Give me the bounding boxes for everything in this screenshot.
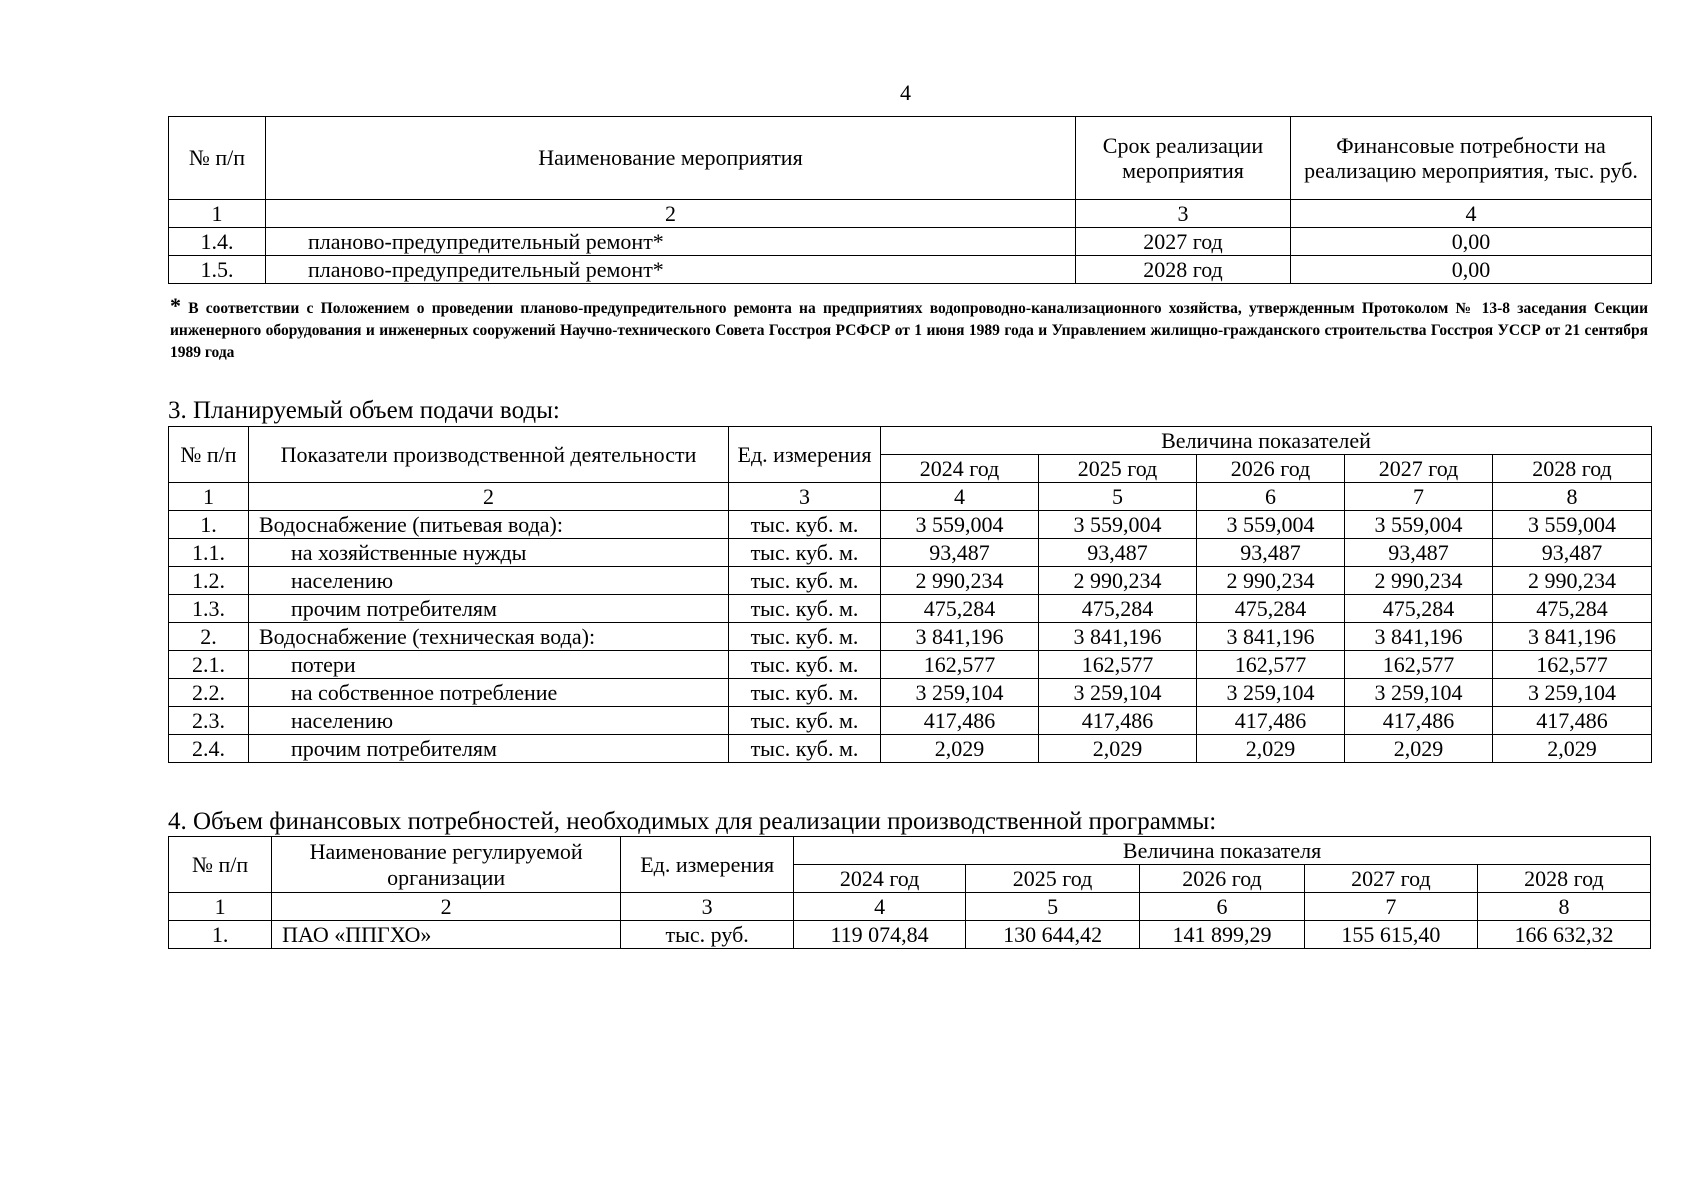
header-year: 2028 год — [1493, 455, 1652, 483]
header-year: 2026 год — [1197, 455, 1345, 483]
row-value: 119 074,84 — [794, 921, 966, 949]
table-row — [169, 735, 1652, 763]
row-unit: тыс. куб. м. — [729, 567, 881, 595]
header-year: 2027 год — [1304, 865, 1477, 893]
footnote-star: * — [170, 293, 181, 318]
row-value: 475,284 — [1197, 595, 1345, 623]
row-value: 162,577 — [1493, 651, 1652, 679]
row-value: 3 259,104 — [1345, 679, 1493, 707]
row-name: Водоснабжение (питьевая вода): — [249, 511, 729, 539]
row-value: 3 559,004 — [1345, 511, 1493, 539]
row-value: 141 899,29 — [1140, 921, 1305, 949]
table-index-row — [169, 483, 1652, 511]
header-year: 2028 год — [1477, 865, 1650, 893]
row-term: 2027 год — [1076, 228, 1291, 256]
row-value: 3 259,104 — [1197, 679, 1345, 707]
row-name: на хозяйственные нужды — [249, 539, 729, 567]
table-header-row — [169, 427, 1652, 455]
row-num: 1. — [169, 511, 249, 539]
row-value: 2,029 — [1345, 735, 1493, 763]
index-cell: 8 — [1477, 893, 1650, 921]
index-cell: 7 — [1304, 893, 1477, 921]
table-row — [169, 921, 1651, 949]
page-number: 4 — [900, 80, 911, 105]
row-value: 93,487 — [1039, 539, 1197, 567]
row-num: 1.2. — [169, 567, 249, 595]
index-cell: 7 — [1345, 483, 1493, 511]
row-value: 3 841,196 — [1039, 623, 1197, 651]
row-value: 3 259,104 — [881, 679, 1039, 707]
row-name: прочим потребителям — [249, 595, 729, 623]
row-value: 3 559,004 — [881, 511, 1039, 539]
row-value: 2 990,234 — [1039, 567, 1197, 595]
activities-table — [168, 116, 1652, 284]
row-value: 3 259,104 — [1493, 679, 1652, 707]
row-name: прочим потребителям — [249, 735, 729, 763]
header-num: № п/п — [169, 117, 266, 200]
index-cell: 2 — [249, 483, 729, 511]
row-value: 3 841,196 — [881, 623, 1039, 651]
section-3-title: 3. Планируемый объем подачи воды: — [168, 397, 560, 424]
index-cell: 4 — [881, 483, 1039, 511]
header-values-group: Величина показателей — [881, 427, 1652, 455]
header-year: 2024 год — [794, 865, 966, 893]
header-year: 2027 год — [1345, 455, 1493, 483]
row-value: 2 990,234 — [1493, 567, 1652, 595]
row-value: 162,577 — [1039, 651, 1197, 679]
row-value: 2 990,234 — [881, 567, 1039, 595]
footnote — [170, 295, 1648, 364]
row-num: 2. — [169, 623, 249, 651]
header-values-group: Величина показателя — [794, 837, 1651, 865]
row-value: 93,487 — [881, 539, 1039, 567]
financial-needs-rows — [169, 921, 1651, 949]
row-unit: тыс. куб. м. — [729, 651, 881, 679]
row-value: 93,487 — [1197, 539, 1345, 567]
row-value: 475,284 — [1345, 595, 1493, 623]
index-cell: 1 — [169, 483, 249, 511]
header-indicator: Показатели производственной деятельности — [249, 427, 729, 483]
header-org: Наименование регулируемой организации — [272, 837, 621, 893]
header-financial-needs: Финансовые потребности на реализацию мероприятия, тыс. руб. — [1291, 117, 1652, 200]
table-row — [169, 228, 1652, 256]
header-year: 2024 год — [881, 455, 1039, 483]
row-value: 3 559,004 — [1197, 511, 1345, 539]
index-cell: 3 — [621, 893, 794, 921]
row-num: 1.4. — [169, 228, 266, 256]
footnote-text: В соответствии с Положением о проведении планово-предупредительного ремонта на предприятиях водопроводно-канализационного хозяйства, утвержденным Протоколом № 13-8 заседания Секции инженерного оборудования и инженерных сооружений Научно-технического Совета Госстроя РСФСР от 1 июня 1989 года и Управлением жилищно-гражданского строительства Госстроя УССР от 21 сентября 1989 года — [170, 300, 1648, 361]
row-value: 93,487 — [1345, 539, 1493, 567]
index-cell: 4 — [794, 893, 966, 921]
row-value: 2,029 — [881, 735, 1039, 763]
table-index-row — [169, 893, 1651, 921]
row-value: 162,577 — [1345, 651, 1493, 679]
table-row — [169, 623, 1652, 651]
row-num: 1. — [169, 921, 272, 949]
row-value: 417,486 — [881, 707, 1039, 735]
row-unit: тыс. куб. м. — [729, 707, 881, 735]
row-num: 1.3. — [169, 595, 249, 623]
row-num: 2.3. — [169, 707, 249, 735]
row-value: 417,486 — [1345, 707, 1493, 735]
header-year: 2025 год — [1039, 455, 1197, 483]
index-cell: 1 — [169, 893, 272, 921]
index-cell: 4 — [1291, 200, 1652, 228]
row-value: 475,284 — [881, 595, 1039, 623]
table-row — [169, 595, 1652, 623]
water-supply-rows — [169, 511, 1652, 763]
row-value: 3 841,196 — [1493, 623, 1652, 651]
row-unit: тыс. куб. м. — [729, 679, 881, 707]
row-value: 417,486 — [1039, 707, 1197, 735]
row-amount: 0,00 — [1291, 228, 1652, 256]
row-num: 2.4. — [169, 735, 249, 763]
index-cell: 8 — [1493, 483, 1652, 511]
row-value: 162,577 — [1197, 651, 1345, 679]
header-num: № п/п — [169, 837, 272, 893]
financial-needs-table — [168, 836, 1651, 949]
index-cell: 5 — [1039, 483, 1197, 511]
row-value: 130 644,42 — [966, 921, 1140, 949]
row-value: 3 841,196 — [1197, 623, 1345, 651]
row-unit: тыс. куб. м. — [729, 735, 881, 763]
row-unit: тыс. куб. м. — [729, 511, 881, 539]
index-cell: 2 — [266, 200, 1076, 228]
row-value: 475,284 — [1039, 595, 1197, 623]
row-value: 3 559,004 — [1039, 511, 1197, 539]
table-index-row — [169, 200, 1652, 228]
row-unit: тыс. куб. м. — [729, 623, 881, 651]
row-value: 155 615,40 — [1304, 921, 1477, 949]
water-supply-table — [168, 426, 1652, 763]
row-name: населению — [249, 567, 729, 595]
section-4-title: 4. Объем финансовых потребностей, необходимых для реализации производственной программы: — [168, 808, 1217, 835]
row-name: населению — [249, 707, 729, 735]
row-name: Водоснабжение (техническая вода): — [249, 623, 729, 651]
row-unit: тыс. куб. м. — [729, 539, 881, 567]
header-activity-name: Наименование мероприятия — [266, 117, 1076, 200]
table-row — [169, 256, 1652, 284]
table-row — [169, 511, 1652, 539]
row-value: 2,029 — [1197, 735, 1345, 763]
row-value: 93,487 — [1493, 539, 1652, 567]
row-num: 2.2. — [169, 679, 249, 707]
row-value: 2,029 — [1493, 735, 1652, 763]
row-name: ПАО «ППГХО» — [272, 921, 621, 949]
index-cell: 3 — [1076, 200, 1291, 228]
index-cell: 2 — [272, 893, 621, 921]
row-value: 2 990,234 — [1197, 567, 1345, 595]
table-row — [169, 539, 1652, 567]
index-cell: 1 — [169, 200, 266, 228]
table-header-row — [169, 117, 1652, 200]
header-year: 2026 год — [1140, 865, 1305, 893]
row-value: 3 259,104 — [1039, 679, 1197, 707]
row-value: 417,486 — [1493, 707, 1652, 735]
header-unit: Ед. измерения — [729, 427, 881, 483]
row-num: 2.1. — [169, 651, 249, 679]
row-value: 417,486 — [1197, 707, 1345, 735]
table-row — [169, 679, 1652, 707]
row-value: 2,029 — [1039, 735, 1197, 763]
row-value: 162,577 — [881, 651, 1039, 679]
row-activity: планово-предупредительный ремонт* — [266, 256, 1076, 284]
index-cell: 6 — [1140, 893, 1305, 921]
table-row — [169, 707, 1652, 735]
row-activity: планово-предупредительный ремонт* — [266, 228, 1076, 256]
table-row — [169, 567, 1652, 595]
row-value: 3 559,004 — [1493, 511, 1652, 539]
index-cell: 5 — [966, 893, 1140, 921]
header-year: 2025 год — [966, 865, 1140, 893]
row-value: 3 841,196 — [1345, 623, 1493, 651]
header-num: № п/п — [169, 427, 249, 483]
row-unit: тыс. руб. — [621, 921, 794, 949]
row-amount: 0,00 — [1291, 256, 1652, 284]
row-value: 2 990,234 — [1345, 567, 1493, 595]
index-cell: 6 — [1197, 483, 1345, 511]
index-cell: 3 — [729, 483, 881, 511]
row-unit: тыс. куб. м. — [729, 595, 881, 623]
table-header-row — [169, 837, 1651, 865]
row-num: 1.1. — [169, 539, 249, 567]
row-num: 1.5. — [169, 256, 266, 284]
row-value: 166 632,32 — [1477, 921, 1650, 949]
row-name: потери — [249, 651, 729, 679]
table-row — [169, 651, 1652, 679]
row-term: 2028 год — [1076, 256, 1291, 284]
row-value: 475,284 — [1493, 595, 1652, 623]
header-term: Срок реализации мероприятия — [1076, 117, 1291, 200]
row-name: на собственное потребление — [249, 679, 729, 707]
header-unit: Ед. измерения — [621, 837, 794, 893]
